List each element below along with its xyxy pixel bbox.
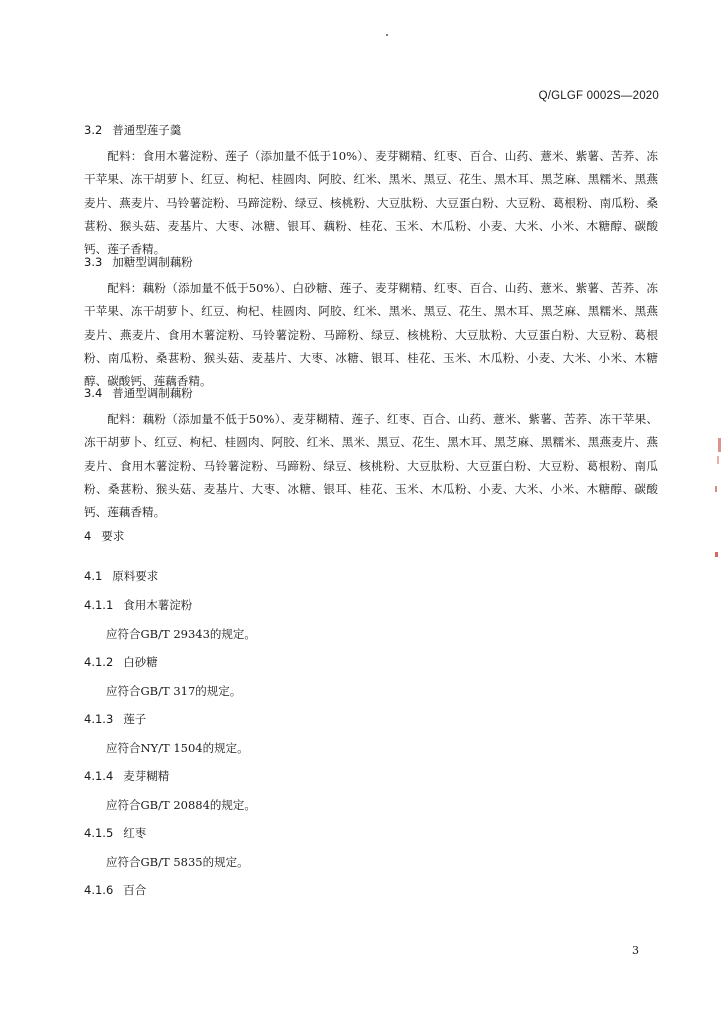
clause-title: 麦芽糊精 <box>123 769 170 783</box>
chapter-title: 要求 <box>101 529 125 543</box>
scan-speck <box>386 34 388 36</box>
clause-title: 莲子 <box>123 712 147 726</box>
section-number: 3.3 <box>84 255 103 269</box>
clause-requirement-4-1-5: 应符合GB/T 5835的规定。 <box>106 855 249 869</box>
section-heading-3-2 <box>84 122 181 138</box>
clause-requirement-4-1-2: 应符合GB/T 317的规定。 <box>106 684 242 698</box>
clause-number: 4.1.5 <box>84 826 114 840</box>
section-number: 3.4 <box>84 386 103 400</box>
section-title: 普通型调制藕粉 <box>112 386 193 400</box>
clause-number: 4.1.4 <box>84 769 114 783</box>
clause-requirement-4-1-1: 应符合GB/T 29343的规定。 <box>106 627 256 641</box>
clause-requirement-4-1-4: 应符合GB/T 20884的规定。 <box>106 798 256 812</box>
section-title: 普通型莲子羹 <box>112 123 182 137</box>
section-heading-4-1 <box>84 568 158 584</box>
clause-heading-4-1-4 <box>84 768 169 784</box>
clause-number: 4.1.3 <box>84 712 114 726</box>
clause-heading-4-1-5 <box>84 825 146 841</box>
seal-trace-mark <box>715 552 718 557</box>
chapter-number: 4 <box>84 529 92 543</box>
clause-requirement-4-1-3: 应符合NY/T 1504的规定。 <box>106 741 249 755</box>
seal-trace-mark <box>715 486 717 492</box>
section-paragraph-3-2: 配料：食用木薯淀粉、莲子（添加量不低于10%）、麦芽糊精、红枣、百合、山药、薏米、紫薯、苦荞、冻干苹果、冻干胡萝卜、红豆、枸杞、桂圆肉、阿胶、红米、黑米、黑豆、花生、黑木耳、黑芝麻、黑糯米、黑燕麦片、燕麦片、马铃薯淀粉、马蹄淀粉、绿豆、核桃粉、大豆肽粉、大豆蛋白粉、大豆粉、葛根粉、南瓜粉、桑葚粉、猴头菇、麦基片、大枣、冰糖、银耳、藕粉、桂花、玉米、木瓜粉、小麦、大米、小米、木糖醇、碳酸钙、莲子香精。 <box>84 149 658 257</box>
clause-number: 4.1.2 <box>84 655 114 669</box>
page-number: 3 <box>632 944 639 957</box>
chapter-heading-4 <box>84 528 124 544</box>
section-title: 加糖型调制藕粉 <box>112 255 193 269</box>
clause-heading-4-1-2 <box>84 654 158 670</box>
clause-heading-4-1-6 <box>84 882 146 898</box>
clause-number: 4.1.6 <box>84 883 114 897</box>
section-paragraph-3-4: 配料：藕粉（添加量不低于50%）、麦芽糊精、莲子、红枣、百合、山药、薏米、紫薯、苦荞、冻干苹果、冻干胡萝卜、红豆、枸杞、桂圆肉、阿胶、红米、黑米、黑豆、花生、黑木耳、黑芝麻、黑糯米、黑燕麦片、燕麦片、食用木薯淀粉、马铃薯淀粉、马蹄粉、绿豆、核桃粉、大豆肽粉、大豆蛋白粉、大豆粉、葛根粉、南瓜粉、桑葚粉、猴头菇、麦基片、大枣、冰糖、银耳、桂花、玉米、木瓜粉、小麦、大米、小米、木糖醇、碳酸钙、莲藕香精。 <box>84 412 658 520</box>
seal-trace-mark <box>718 438 721 452</box>
clause-heading-4-1-3 <box>84 711 146 727</box>
clause-title: 红枣 <box>123 826 147 840</box>
section-paragraph-3-3: 配料：藕粉（添加量不低于50%）、白砂糖、莲子、麦芽糊精、红枣、百合、山药、薏米、紫薯、苦荞、冻干苹果、冻干胡萝卜、红豆、枸杞、桂圆肉、阿胶、红米、黑米、黑豆、花生、黑木耳、黑芝麻、黑糯米、黑燕麦片、燕麦片、食用木薯淀粉、马铃薯淀粉、马蹄粉、绿豆、核桃粉、大豆肽粉、大豆蛋白粉、大豆粉、葛根粉、南瓜粉、桑葚粉、猴头菇、麦基片、大枣、冰糖、银耳、桂花、玉米、木瓜粉、小麦、大米、小米、木糖醇、碳酸钙、莲藕香精。 <box>84 281 658 389</box>
clause-title: 食用木薯淀粉 <box>123 598 193 612</box>
clause-heading-4-1-1 <box>84 597 192 613</box>
clause-title: 百合 <box>123 883 147 897</box>
clause-number: 4.1.1 <box>84 598 114 612</box>
section-title: 原料要求 <box>112 569 159 583</box>
section-heading-3-3 <box>84 254 193 270</box>
section-heading-3-4 <box>84 385 193 401</box>
clause-title: 白砂糖 <box>123 655 158 669</box>
seal-trace-mark <box>717 456 719 464</box>
document-code: Q/GLGF 0002S—2020 <box>538 90 659 102</box>
section-number: 3.2 <box>84 123 103 137</box>
section-number: 4.1 <box>84 569 103 583</box>
